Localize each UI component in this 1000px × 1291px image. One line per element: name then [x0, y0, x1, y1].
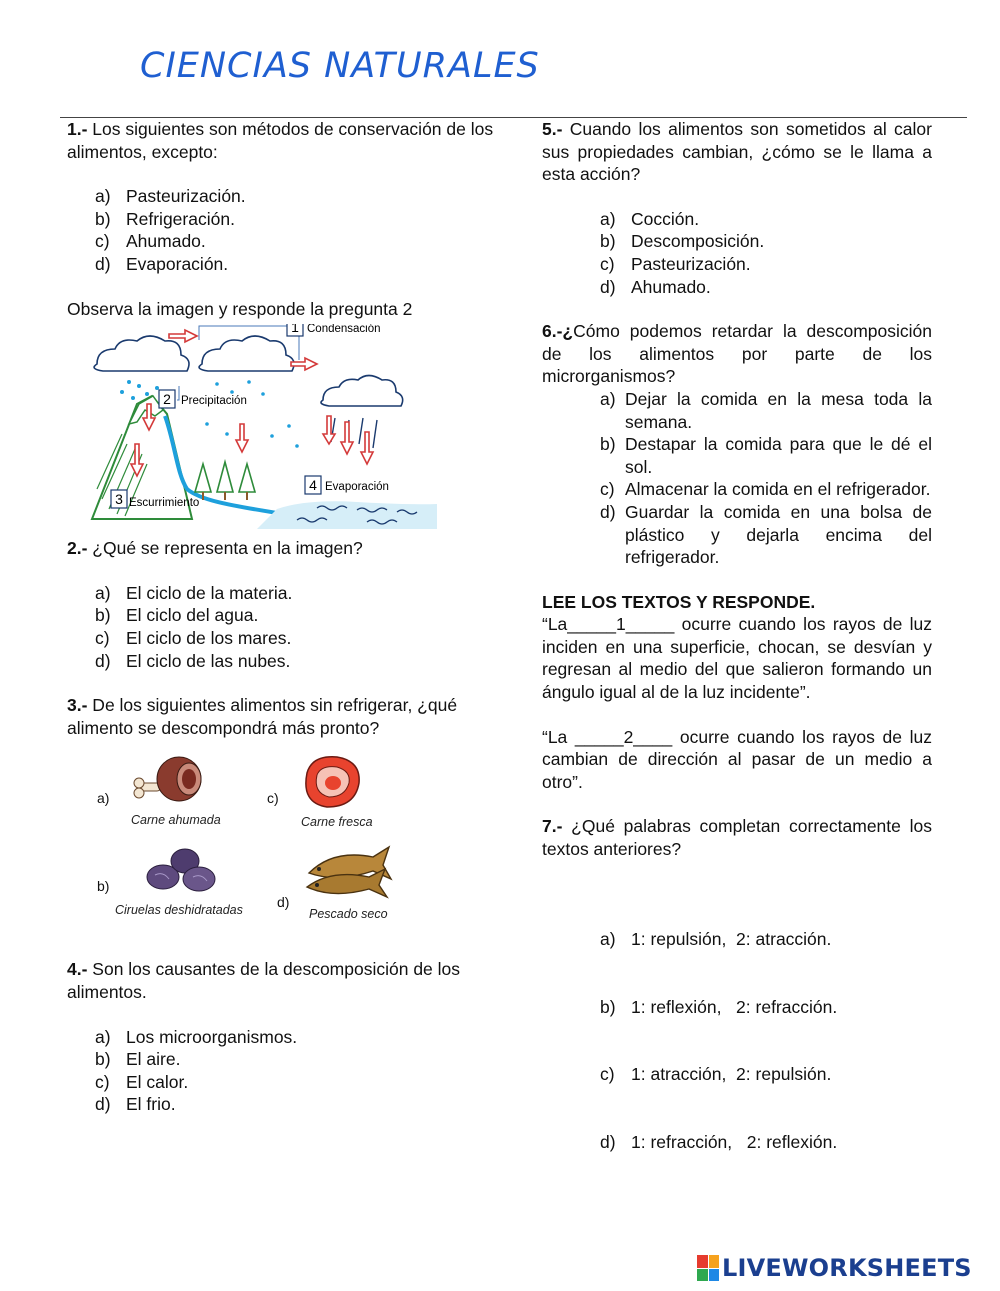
water-cycle-illustration: [67, 324, 437, 529]
food-caption-c: Carne fresca: [301, 815, 373, 830]
option[interactable]: c) Pasteurización.: [600, 253, 751, 274]
prunes-icon[interactable]: [141, 841, 223, 897]
option[interactable]: d) 1: refracción, 2: reflexión.: [600, 1132, 838, 1153]
question-number: 4.-: [67, 959, 88, 980]
question-number: 7.-: [542, 816, 563, 837]
brand-name: LIVEWORKSHEETS: [722, 1254, 972, 1282]
left-column: [67, 118, 497, 1116]
diagram-number-4: 4: [309, 477, 317, 494]
diagram-label-condensation: Condensación: [307, 324, 381, 336]
option[interactable]: d) Evaporación.: [95, 253, 229, 274]
question-number: 2.-: [67, 538, 88, 559]
question-6: [542, 320, 932, 388]
option[interactable]: a) Cocción.: [600, 208, 700, 229]
option[interactable]: a) Dejar la comida en la mesa toda la semana.: [600, 388, 932, 432]
food-caption-d: Pescado seco: [309, 907, 388, 922]
question-4: [67, 958, 497, 1003]
question-text: Son los causantes de la descomposición de los alimentos.: [67, 959, 461, 1002]
diagram-number-2: 2: [163, 391, 171, 408]
food-options: [67, 753, 467, 938]
question-text: Cómo podemos retardar la descomposición de los alimentos por parte de los microrganismos?: [542, 321, 932, 387]
option[interactable]: b) El aire.: [95, 1049, 181, 1070]
liveworksheets-logo[interactable]: [697, 1254, 972, 1282]
right-column: [542, 118, 932, 1199]
fresh-meat-icon[interactable]: [297, 753, 367, 811]
page-title: CIENCIAS NATURALES: [140, 46, 540, 86]
option[interactable]: b) El ciclo del agua.: [95, 605, 259, 626]
food-key-c[interactable]: c): [267, 790, 279, 807]
option[interactable]: a) El ciclo de la materia.: [95, 582, 293, 603]
question-5-options: [600, 208, 932, 298]
liveworksheets-mark-icon: [697, 1255, 719, 1281]
option[interactable]: c) 1: atracción, 2: repulsión.: [600, 1064, 832, 1085]
food-key-b[interactable]: b): [97, 878, 110, 895]
question-text: De los siguientes alimentos sin refrigerar, ¿qué alimento se descompondrá más pronto?: [67, 695, 458, 738]
question-4-options: [95, 1026, 497, 1116]
food-key-a[interactable]: a): [97, 790, 110, 807]
diagram-label-evaporation: Evaporación: [325, 481, 389, 494]
question-5: [542, 118, 932, 186]
option[interactable]: d) El frio.: [95, 1094, 176, 1115]
question-3: [67, 694, 497, 739]
question-7-options: [600, 883, 932, 1199]
option[interactable]: d) El ciclo de las nubes.: [95, 650, 291, 671]
option[interactable]: d) Ahumado.: [600, 276, 711, 297]
diagram-label-precipitation: Precipitación: [181, 395, 247, 408]
question-6-options: [600, 388, 932, 569]
question-text: ¿Qué palabras completan correctamente los textos anteriores?: [542, 816, 932, 860]
option[interactable]: b) 1: reflexión, 2: refracción.: [600, 996, 838, 1017]
option[interactable]: b) Destapar la comida para que le dé el sol.: [600, 434, 932, 477]
question-text: ¿Qué se representa en la imagen?: [87, 538, 363, 559]
reading-text-2: “La _____2____ ocurre cuando los rayos de luz cambian de dirección al pasar de un medio a otro”.: [542, 726, 932, 792]
question-2: [67, 537, 497, 560]
question-1-options: [95, 185, 497, 275]
diagram-number-3: 3: [115, 491, 123, 508]
option[interactable]: a) Los microorganismos.: [95, 1026, 298, 1047]
diagram-number-1: 1: [291, 324, 299, 336]
reading-heading: LEE LOS TEXTOS Y RESPONDE.: [542, 591, 816, 612]
observe-instruction: Observa la imagen y responde la pregunta 2: [67, 298, 413, 319]
option[interactable]: a) 1: repulsión, 2: atracción.: [600, 928, 832, 949]
reading-text-1: “La_____1_____ ocurre cuando los rayos de luz inciden en una superficie, chocan, se desvían y regresan al medio del que salieron formando un ángulo igual al de la luz incidente”.: [542, 614, 932, 703]
smoked-meat-icon[interactable]: [133, 753, 213, 805]
dried-fish-icon[interactable]: [303, 839, 393, 901]
option[interactable]: a) Pasteurización.: [95, 186, 246, 207]
option[interactable]: b) Descomposición.: [600, 231, 765, 252]
question-7: [542, 815, 932, 860]
food-caption-b: Ciruelas deshidratadas: [115, 903, 243, 918]
option[interactable]: c) Ahumado.: [95, 231, 206, 252]
question-number: 3.-: [67, 695, 88, 716]
question-text: Cuando los alimentos son sometidos al calor sus propiedades cambian, ¿cómo se le llama a esta acción?: [542, 119, 932, 185]
food-key-d[interactable]: d): [277, 894, 290, 911]
food-caption-a: Carne ahumada: [131, 813, 221, 828]
question-text: Los siguientes son métodos de conservación de los alimentos, excepto:: [67, 119, 494, 162]
diagram-label-runoff: Escurrimiento: [129, 497, 200, 510]
water-cycle-diagram: [67, 324, 437, 529]
question-number: 6.-¿: [542, 321, 574, 342]
option[interactable]: c) Almacenar la comida en el refrigerador.: [600, 479, 931, 500]
option[interactable]: d) Guardar la comida en una bolsa de plástico y dejarla encima del refrigerador.: [600, 501, 932, 568]
question-2-options: [95, 582, 497, 672]
question-1: [67, 118, 497, 163]
question-number: 5.-: [542, 119, 563, 139]
option[interactable]: b) Refrigeración.: [95, 208, 235, 229]
option[interactable]: c) El calor.: [95, 1071, 189, 1092]
option[interactable]: c) El ciclo de los mares.: [95, 627, 292, 648]
question-number: 1.-: [67, 119, 88, 139]
